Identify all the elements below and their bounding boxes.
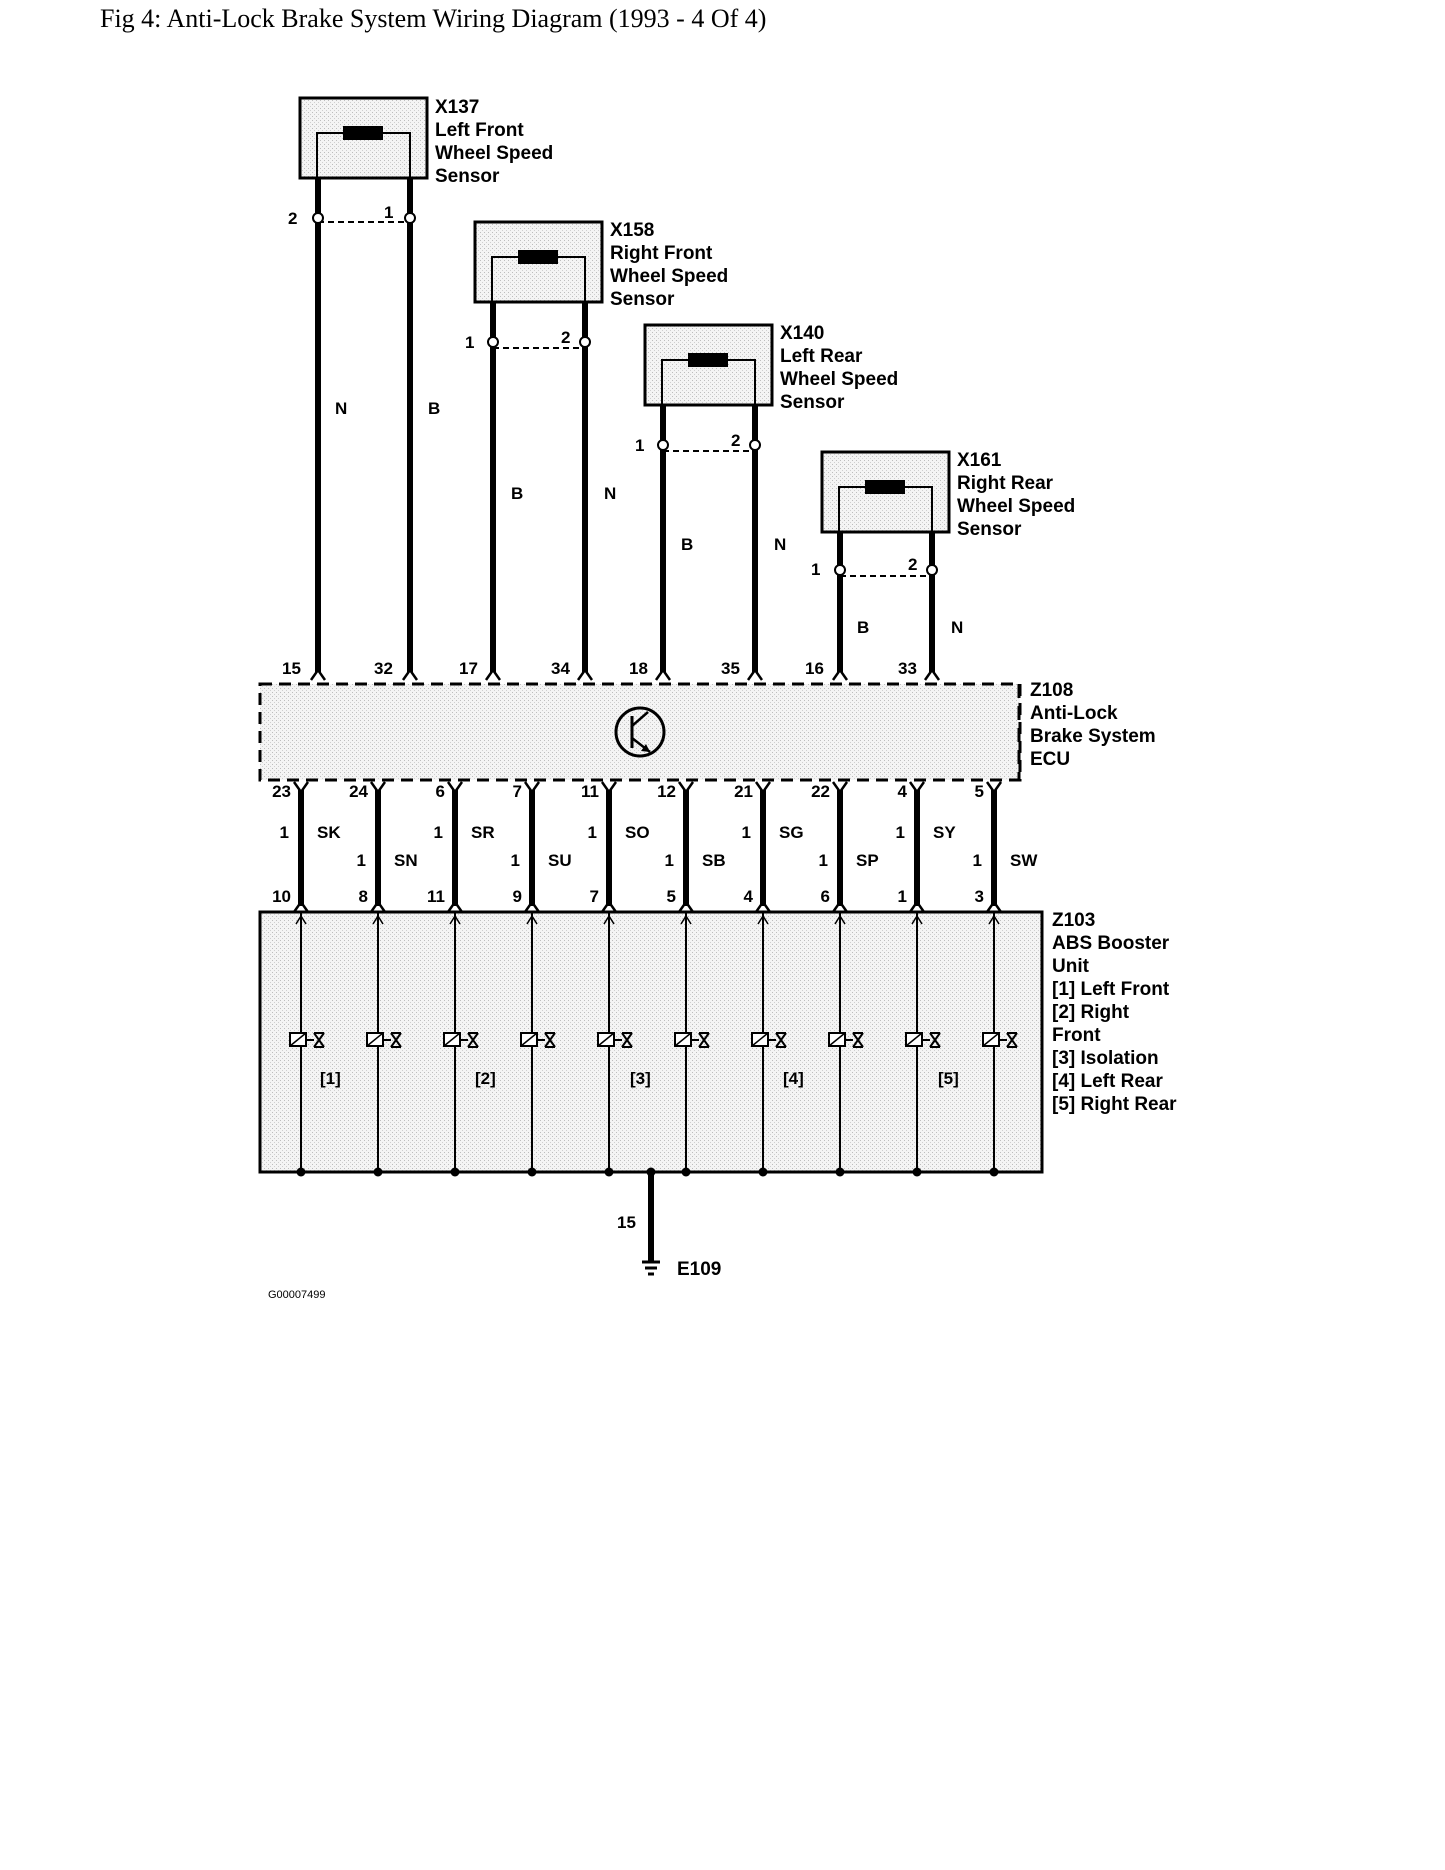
wire-color-label: B xyxy=(681,535,694,554)
wire-color-label: SU xyxy=(548,851,572,870)
junction-dot xyxy=(374,1168,383,1177)
ecu-box xyxy=(260,684,1020,780)
sensor-coil-icon xyxy=(518,250,558,264)
wire-color-label: SK xyxy=(317,823,341,842)
connector-terminal xyxy=(580,337,590,347)
sensor-label-line: Sensor xyxy=(435,166,500,187)
connector-arrow xyxy=(403,670,417,680)
connector-arrow xyxy=(525,782,539,792)
connector-arrow xyxy=(987,782,1001,792)
sensor-id: X140 xyxy=(780,323,825,344)
sensor-label-line: Right Front xyxy=(610,243,713,264)
junction-dot xyxy=(297,1168,306,1177)
sensor-label-line: Wheel Speed xyxy=(435,143,554,164)
wire-gauge-label: 1 xyxy=(587,823,597,842)
sensor-id: X158 xyxy=(610,220,655,241)
wire-color-label: SP xyxy=(856,851,879,870)
connector-arrow xyxy=(925,670,939,680)
sensor-label-line: Sensor xyxy=(957,519,1022,540)
connector-arrow xyxy=(679,782,693,792)
valve-group-label: [3] xyxy=(630,1069,651,1088)
junction-dot xyxy=(682,1168,691,1177)
wire-gauge-label: 1 xyxy=(664,851,674,870)
connector-arrow xyxy=(602,782,616,792)
pin-number: 2 xyxy=(731,431,741,450)
sensor-id: X161 xyxy=(957,450,1002,471)
unit-pin-number: 6 xyxy=(820,887,830,906)
wire-color-label: B xyxy=(511,484,524,503)
ecu-pin-number: 15 xyxy=(282,659,301,678)
ecu-label-line: Brake System xyxy=(1030,726,1156,747)
connector-arrow xyxy=(486,670,500,680)
ecu-pin-number: 6 xyxy=(435,782,445,801)
connector-arrow xyxy=(311,670,325,680)
ground-icon xyxy=(642,1262,660,1274)
ecu-label-line: Anti-Lock xyxy=(1030,703,1118,724)
ecu-output-wires xyxy=(272,782,1038,912)
junction-dot xyxy=(605,1168,614,1177)
ecu-pin-number: 34 xyxy=(551,659,570,678)
booster-legend-line: [1] Left Front xyxy=(1052,979,1170,1000)
ecu-pin-number: 16 xyxy=(805,659,824,678)
pin-number: 2 xyxy=(908,555,918,574)
ecu-pin-number: 5 xyxy=(974,782,984,801)
junction-dot xyxy=(451,1168,460,1177)
connector-arrow xyxy=(448,782,462,792)
wire-gauge-label: 1 xyxy=(972,851,982,870)
junction-dot xyxy=(759,1168,768,1177)
ecu-pin-number: 18 xyxy=(629,659,648,678)
wire-gauge-label: 1 xyxy=(433,823,443,842)
wire-color-label: SR xyxy=(471,823,495,842)
wire-gauge-label: 1 xyxy=(510,851,520,870)
wire-color-label: SY xyxy=(933,823,956,842)
ecu-pin-number: 22 xyxy=(811,782,830,801)
ecu-pin-number: 7 xyxy=(512,782,522,801)
connector-terminal xyxy=(313,213,323,223)
ecu-pin-number: 24 xyxy=(349,782,368,801)
ecu-pin-number: 23 xyxy=(272,782,291,801)
pin-number: 1 xyxy=(811,560,821,579)
ecu-pin-number: 32 xyxy=(374,659,393,678)
valve-group-label: [2] xyxy=(475,1069,496,1088)
wire-color-label: SG xyxy=(779,823,804,842)
junction-dot xyxy=(528,1168,537,1177)
sensor-coil-icon xyxy=(343,126,383,140)
wire-color-label: B xyxy=(428,399,441,418)
sensor-label-line: Sensor xyxy=(610,289,675,310)
wire-color-label: SB xyxy=(702,851,726,870)
connector-terminal xyxy=(488,337,498,347)
pin-number: 1 xyxy=(635,436,645,455)
connector-terminal xyxy=(835,565,845,575)
connector-arrow xyxy=(910,782,924,792)
booster-z103 xyxy=(260,910,1177,1177)
unit-pin-number: 3 xyxy=(974,887,984,906)
connector-arrow xyxy=(371,782,385,792)
wire-color-label: SN xyxy=(394,851,418,870)
ecu-pin-number: 11 xyxy=(581,782,599,801)
unit-pin-number: 1 xyxy=(897,887,907,906)
junction-dot xyxy=(990,1168,999,1177)
ecu-z108 xyxy=(260,680,1156,780)
wire-color-label: N xyxy=(951,618,964,637)
valve-group-label: [1] xyxy=(320,1069,341,1088)
sensor-x137 xyxy=(282,97,553,680)
unit-pin-number: 11 xyxy=(427,887,445,906)
unit-pin-number: 7 xyxy=(589,887,599,906)
sensor-label-line: Wheel Speed xyxy=(957,496,1076,517)
wire-gauge-label: 1 xyxy=(741,823,751,842)
wire-color-label: B xyxy=(857,618,870,637)
wire-gauge-label: 1 xyxy=(895,823,905,842)
connector-arrow xyxy=(833,670,847,680)
ecu-pin-number: 12 xyxy=(657,782,676,801)
booster-legend-line: [2] Right xyxy=(1052,1002,1130,1023)
connector-terminal xyxy=(750,440,760,450)
connector-terminal xyxy=(658,440,668,450)
booster-label-line: ABS Booster xyxy=(1052,933,1170,954)
connector-terminal xyxy=(927,565,937,575)
junction-dot xyxy=(836,1168,845,1177)
sensor-coil-icon xyxy=(865,480,905,494)
connector-arrow xyxy=(294,782,308,792)
sensor-coil-icon xyxy=(688,353,728,367)
junction-dot xyxy=(913,1168,922,1177)
sensor-x161 xyxy=(805,450,1075,680)
ecu-pin-number: 17 xyxy=(459,659,478,678)
ecu-pin-number: 21 xyxy=(734,782,753,801)
sensor-label-line: Left Front xyxy=(435,120,524,141)
wire-gauge-label: 1 xyxy=(818,851,828,870)
ground-id: E109 xyxy=(677,1259,722,1280)
wire-color-label: SW xyxy=(1010,851,1038,870)
wire-gauge-label: 1 xyxy=(279,823,289,842)
booster-legend-line: Front xyxy=(1052,1025,1101,1046)
pin-number: 1 xyxy=(465,333,475,352)
connector-arrow xyxy=(756,782,770,792)
sensor-label-line: Wheel Speed xyxy=(610,266,729,287)
wire-gauge-label: 1 xyxy=(356,851,366,870)
unit-pin-number: 4 xyxy=(743,887,753,906)
wire-color-label: SO xyxy=(625,823,650,842)
ground-e109 xyxy=(617,1172,721,1280)
pin-number: 1 xyxy=(384,203,394,222)
figure-title: Fig 4: Anti-Lock Brake System Wiring Diagram (1993 - 4 Of 4) xyxy=(100,4,767,33)
ground-pin-number: 15 xyxy=(617,1213,636,1232)
valve-group-label: [5] xyxy=(938,1069,959,1088)
booster-legend-line: [3] Isolation xyxy=(1052,1048,1159,1069)
wire-color-label: N xyxy=(774,535,787,554)
pin-number: 2 xyxy=(561,328,571,347)
booster-legend-line: [4] Left Rear xyxy=(1052,1071,1163,1092)
wire-color-label: N xyxy=(604,484,617,503)
sensor-label-line: Wheel Speed xyxy=(780,369,899,390)
unit-pin-number: 8 xyxy=(358,887,368,906)
valve-group-label: [4] xyxy=(783,1069,804,1088)
booster-legend-line: [5] Right Rear xyxy=(1052,1094,1177,1115)
connector-arrow xyxy=(748,670,762,680)
booster-label-line: Unit xyxy=(1052,956,1089,977)
sensor-label-line: Right Rear xyxy=(957,473,1054,494)
ecu-pin-number: 33 xyxy=(898,659,917,678)
ecu-id: Z108 xyxy=(1030,680,1074,701)
sensor-label-line: Sensor xyxy=(780,392,845,413)
pin-number: 2 xyxy=(288,209,298,228)
sensor-id: X137 xyxy=(435,97,480,118)
wire-color-label: N xyxy=(335,399,348,418)
connector-arrow xyxy=(578,670,592,680)
connector-arrow xyxy=(656,670,670,680)
ecu-pin-number: 35 xyxy=(721,659,740,678)
booster-id: Z103 xyxy=(1052,910,1096,931)
sensor-label-line: Left Rear xyxy=(780,346,863,367)
figure-code: G00007499 xyxy=(268,1289,326,1301)
unit-pin-number: 5 xyxy=(666,887,676,906)
unit-pin-number: 10 xyxy=(272,887,291,906)
ecu-label-line: ECU xyxy=(1030,749,1071,770)
unit-pin-number: 9 xyxy=(512,887,522,906)
ecu-pin-number: 4 xyxy=(897,782,907,801)
connector-terminal xyxy=(405,213,415,223)
connector-arrow xyxy=(833,782,847,792)
